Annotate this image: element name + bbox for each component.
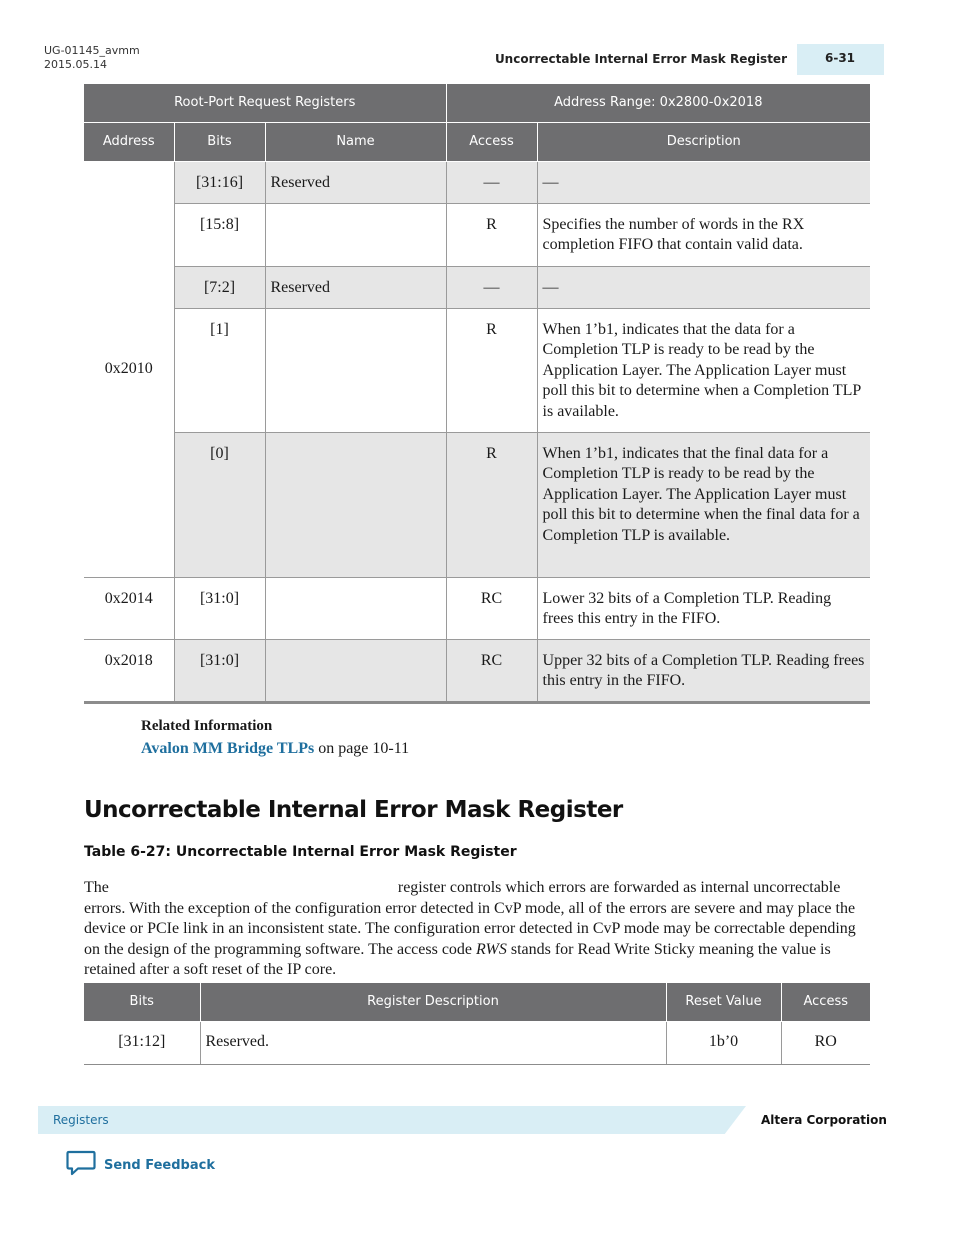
footer-band xyxy=(38,1106,746,1134)
table-row xyxy=(84,577,870,639)
section-heading: Uncorrectable Internal Error Mask Register xyxy=(84,797,623,823)
description-cell: Specifies the number of words in the RX completion FIFO that contain valid data. xyxy=(537,203,870,266)
access-cell: RO xyxy=(781,1021,870,1064)
mask-register-table xyxy=(84,983,870,1065)
page-reference: on page 10-11 xyxy=(314,740,410,757)
address-cell: 0x2010 xyxy=(84,161,174,577)
para-body: register controls which errors are forwarded as internal uncorrectable errors. With the exception of the configuration error detected in CvP mode, all of the errors are severe and may place the device or PCIe link in an inconsistent state. The configuration error detected in CvP mode may be correctable depending on the design of the programming software. The access code xyxy=(84,879,856,958)
table-caption: Table 6-27: Uncorrectable Internal Error Mask Register xyxy=(84,844,517,860)
column-header-bits: Bits xyxy=(84,983,200,1021)
bits-cell: [15:8] xyxy=(174,203,265,266)
name-cell xyxy=(265,203,446,266)
column-header-reset-value: Reset Value xyxy=(666,983,781,1021)
description-cell: Upper 32 bits of a Completion TLP. Reading frees this entry in the FIFO. xyxy=(537,639,870,702)
table-row xyxy=(84,432,870,577)
column-header-access: Access xyxy=(781,983,870,1021)
column-header-access: Access xyxy=(446,122,537,161)
name-cell xyxy=(265,577,446,639)
access-code: RWS xyxy=(476,940,507,958)
access-cell: R xyxy=(446,308,537,432)
name-cell xyxy=(265,639,446,702)
related-information-title: Related Information xyxy=(141,718,273,734)
name-cell xyxy=(265,308,446,432)
access-cell: R xyxy=(446,432,537,577)
column-header-register-description: Register Description xyxy=(200,983,666,1021)
access-cell: R xyxy=(446,203,537,266)
column-header-description: Description xyxy=(537,122,870,161)
reset-value-cell: 1b’0 xyxy=(666,1021,781,1064)
bits-cell: [31:12] xyxy=(84,1021,200,1064)
page-number-tab xyxy=(797,44,884,75)
address-cell: 0x2018 xyxy=(84,639,174,702)
access-cell: — xyxy=(446,266,537,308)
description-cell: Lower 32 bits of a Completion TLP. Reading frees this entry in the FIFO. xyxy=(537,577,870,639)
table-row xyxy=(84,639,870,702)
table-row xyxy=(84,203,870,266)
table-row xyxy=(84,266,870,308)
access-cell: RC xyxy=(446,639,537,702)
related-information-entry xyxy=(141,740,409,758)
description-cell: — xyxy=(537,161,870,203)
column-header-address: Address xyxy=(84,122,174,161)
address-cell: 0x2014 xyxy=(84,577,174,639)
bits-cell: [7:2] xyxy=(174,266,265,308)
footer-company: Altera Corporation xyxy=(761,1113,887,1127)
doc-date: 2015.05.14 xyxy=(44,58,107,71)
feedback-icon xyxy=(66,1150,96,1181)
bits-cell: [31:16] xyxy=(174,161,265,203)
description-cell: Reserved. xyxy=(200,1021,666,1064)
avalon-mm-bridge-tlps-link[interactable]: Avalon MM Bridge TLPs xyxy=(141,740,315,757)
table-row xyxy=(84,1021,870,1064)
para-end: stands for Read Write Sticky meaning the value is retained after a soft reset of the IP core. xyxy=(84,940,831,979)
table-title-right: Address Range: 0x2800-0x2018 xyxy=(446,84,870,122)
column-header-bits: Bits xyxy=(174,122,265,161)
para-start: The xyxy=(84,879,113,896)
access-cell: — xyxy=(446,161,537,203)
description-cell: — xyxy=(537,266,870,308)
description-cell: When 1’b1, indicates that the final data for a Completion TLP is ready to be read by the Application Layer. The Application Layer must poll this bit to determine when the final data for a Completion TLP is available. xyxy=(537,432,870,577)
footer-section-link[interactable]: Registers xyxy=(53,1113,109,1127)
bits-cell: [1] xyxy=(174,308,265,432)
bits-cell: [0] xyxy=(174,432,265,577)
bits-cell: [31:0] xyxy=(174,639,265,702)
bits-cell: [31:0] xyxy=(174,577,265,639)
table-row xyxy=(84,161,870,203)
name-cell xyxy=(265,432,446,577)
section-paragraph xyxy=(84,878,870,981)
running-title: Uncorrectable Internal Error Mask Register xyxy=(494,52,787,66)
table-row xyxy=(84,308,870,432)
description-cell: When 1’b1, indicates that the data for a Completion TLP is ready to be read by the Application Layer. The Application Layer must poll this bit to determine when a Completion TLP is available. xyxy=(537,308,870,432)
root-port-registers-table xyxy=(84,84,870,704)
send-feedback-label: Send Feedback xyxy=(104,1158,215,1173)
access-cell: RC xyxy=(446,577,537,639)
send-feedback-button[interactable] xyxy=(66,1150,215,1181)
name-cell: Reserved xyxy=(265,161,446,203)
table-title-left: Root-Port Request Registers xyxy=(84,84,446,122)
column-header-name: Name xyxy=(265,122,446,161)
document-id xyxy=(44,44,140,72)
page-number: 6-31 xyxy=(824,51,856,65)
name-cell: Reserved xyxy=(265,266,446,308)
doc-code: UG-01145_avmm xyxy=(44,44,140,57)
